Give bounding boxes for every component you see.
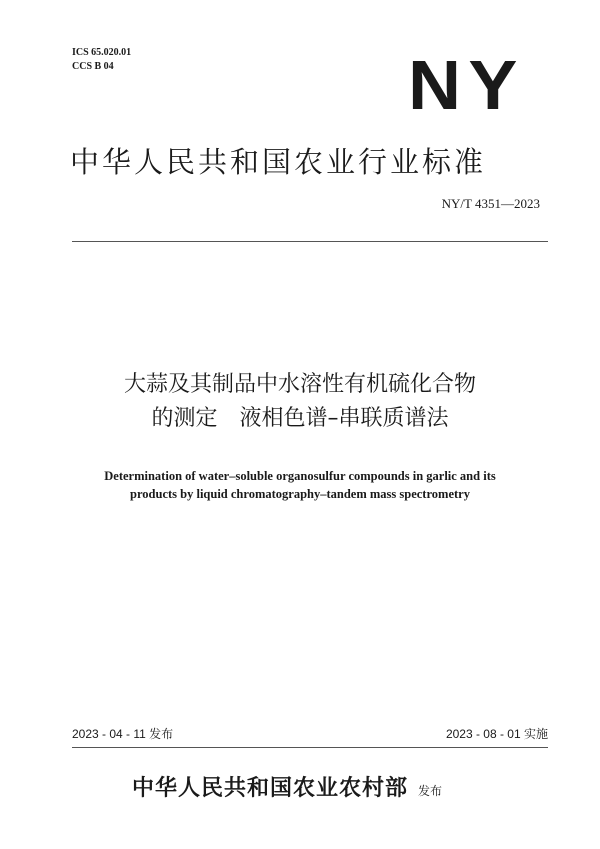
classification-codes [72, 46, 131, 74]
publisher [132, 774, 532, 802]
chinese-title-line-1: 大蒜及其制品中水溶性有机硫化合物 [123, 372, 476, 397]
ny-logo: NY [408, 46, 525, 124]
bottom-divider [72, 747, 548, 748]
english-title [60, 467, 540, 503]
publisher-action: 发布 [418, 784, 443, 798]
standard-number: NY/T 4351—2023 [441, 196, 540, 211]
ics-code: ICS 65.020.01 [72, 47, 132, 58]
publisher-organization: 中华人民共和国农业农村部 [132, 775, 409, 801]
implementation-date: 2023 - 08 - 01 实施 [445, 727, 548, 741]
chinese-title-line-2: 的测定 液相色谱–串联质谱法 [151, 406, 449, 431]
standard-category-title: 中华人民共和国农业行业标准 [70, 145, 487, 179]
english-title-line-1: Determination of water–soluble organosulfur compounds in garlic and its [104, 469, 496, 483]
top-divider [72, 241, 548, 242]
english-title-line-2: products by liquid chromatography–tandem mass spectrometry [130, 487, 470, 501]
chinese-title [60, 368, 540, 436]
ccs-code: CCS B 04 [72, 61, 114, 72]
issue-date: 2023 - 04 - 11 发布 [72, 727, 174, 741]
